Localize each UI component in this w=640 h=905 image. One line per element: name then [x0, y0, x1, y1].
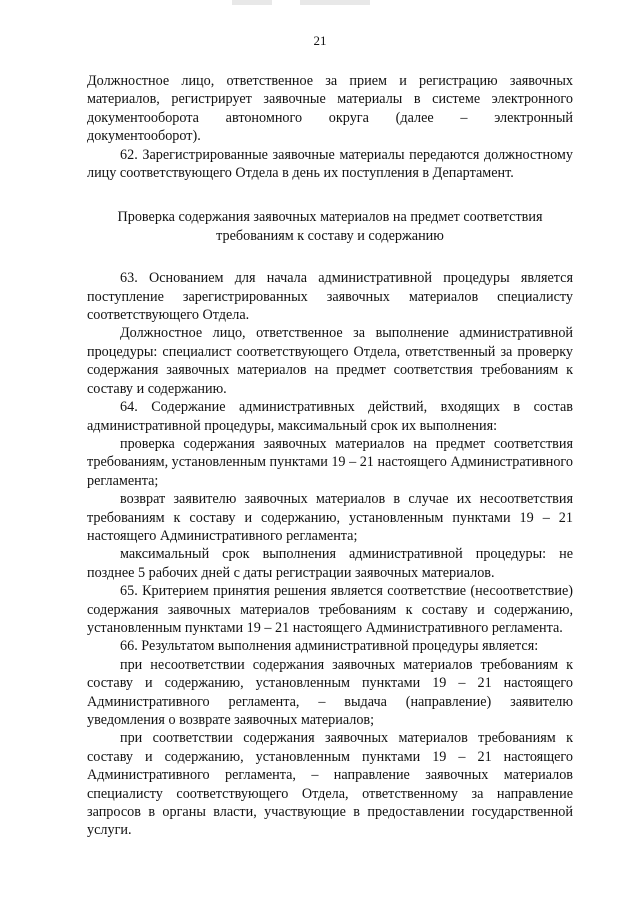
paragraph-responsible-officer: Должностное лицо, ответственное за выполнение административной процедуры: специалист соответствующего Отдела, ответственный за проверку содержания заявочных материалов на предмет соответствия требованиям к составу и содержанию.	[87, 325, 573, 397]
section-heading-line-2: требованиям к составу и содержанию	[216, 227, 444, 244]
paragraph-max-term: максимальный срок выполнения административной процедуры: не позднее 5 рабочих дней с даты регистрации заявочных материалов.	[87, 546, 573, 581]
paragraph-return-materials: возврат заявителю заявочных материалов в случае их несоответствия требованиям к составу и содержанию, установленным пунктами 19 – 21 настоящего Административного регламента;	[87, 491, 573, 544]
paragraph-officer-registration: Должностное лицо, ответственное за прием и регистрацию заявочных материалов, регистрирует заявочные материалы в системе электронного документооборота автономного округа (далее – электронный документооборот).	[87, 73, 573, 145]
document-body	[87, 72, 573, 840]
paragraph-62: 62. Зарегистрированные заявочные материалы передаются должностному лицу соответствующего Отдела в день их поступления в Департамент.	[87, 146, 573, 182]
section-heading	[87, 208, 573, 245]
paragraph-result-nonconformity: при несоответствии содержания заявочных материалов требованиям к составу и содержанию, установленным пунктами 19 – 21 настоящего Административного регламента, – выдача (направление) заявителю уведомления о возврате заявочных материалов;	[87, 656, 573, 728]
paragraph-65: 65. Критерием принятия решения является соответствие (несоответствие) содержания заявочных материалов требованиям к составу и содержанию, установленным пунктами 19 – 21 настоящего Административного регламента.	[87, 583, 573, 636]
scan-artifact	[300, 0, 370, 5]
scan-artifact	[232, 0, 272, 5]
paragraph-check-content: проверка содержания заявочных материалов на предмет соответствия требованиям, установленным пунктами 19 – 21 настоящего Административного регламента;	[87, 435, 573, 489]
page-number: 21	[313, 33, 327, 48]
paragraph-result-conformity: при соответствии содержания заявочных материалов требованиям к составу и содержанию, установленным пунктами 19 – 21 настоящего Административного регламента, – направление заявочных материалов специалисту соответствующего Отдела, ответственному за направление запросов в органы власти, участвующие в предоставлении государственной услуги.	[87, 730, 573, 839]
section-heading-line-1: Проверка содержания заявочных материалов на предмет соответствия	[117, 209, 543, 226]
paragraph-63: 63. Основанием для начала административной процедуры является поступление зарегистрированных заявочных материалов специалисту соответствующего Отдела.	[87, 270, 573, 324]
paragraph-66: 66. Результатом выполнения административной процедуры является:	[120, 638, 539, 655]
paragraph-64: 64. Содержание административных действий, входящих в состав административной процедуры, максимальный срок их выполнения:	[87, 399, 573, 434]
